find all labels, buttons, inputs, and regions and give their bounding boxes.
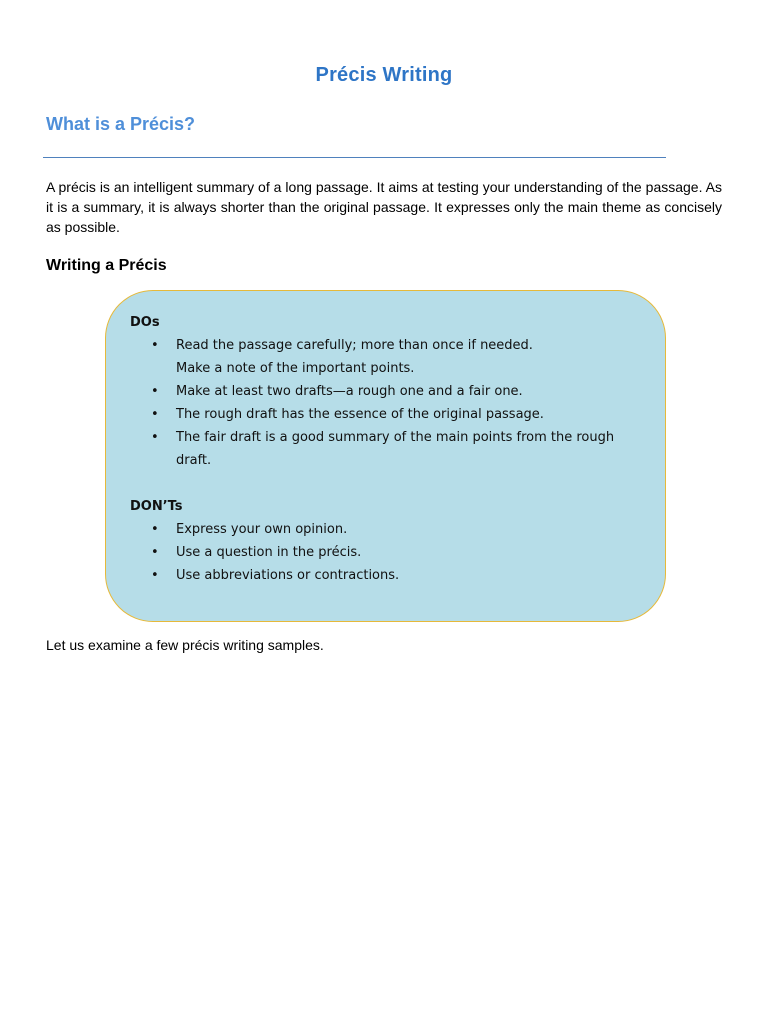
tips-content <box>130 311 641 587</box>
list-item <box>130 541 641 564</box>
list-item-text: Use a question in the précis. <box>176 545 362 560</box>
list-item-text: Express your own opinion. <box>176 522 348 537</box>
bullet-icon: • <box>151 545 159 560</box>
bullet-icon: • <box>151 568 159 583</box>
list-item <box>130 403 641 426</box>
list-item <box>130 564 641 587</box>
list-item-text: Make a note of the important points. <box>176 361 415 376</box>
list-item <box>130 518 641 541</box>
dos-heading: DOs <box>130 315 160 330</box>
dos-list <box>130 334 641 472</box>
list-item-text: draft. <box>176 453 212 468</box>
list-item-text: The rough draft has the essence of the original passage. <box>176 407 544 422</box>
intro-paragraph: A précis is an intelligent summary of a long passage. It aims at testing your understanding of the passage. As it is a summary, it is always shorter than the original passage. It expresses only the main theme as concisely as possible. <box>46 179 722 235</box>
page-title: Précis Writing <box>315 64 453 86</box>
bullet-icon: • <box>151 338 159 353</box>
list-item-text: The fair draft is a good summary of the main points from the rough <box>176 430 615 445</box>
spacer <box>130 472 641 495</box>
section-heading-what-is-precis: What is a Précis? <box>46 114 196 134</box>
tips-box <box>105 290 666 622</box>
donts-list <box>130 518 641 587</box>
bullet-icon: • <box>151 384 159 399</box>
list-item <box>130 380 641 403</box>
closing-line: Let us examine a few précis writing samples. <box>46 637 324 653</box>
bullet-icon: • <box>151 407 159 422</box>
section-divider <box>43 157 666 158</box>
list-item-text: Read the passage carefully; more than once if needed. <box>176 338 533 353</box>
list-item <box>130 334 641 380</box>
sub-heading-writing-precis: Writing a Précis <box>46 257 167 274</box>
bullet-icon: • <box>151 522 159 537</box>
list-item-text: Use abbreviations or contractions. <box>176 568 400 583</box>
donts-heading: DON’Ts <box>130 499 183 514</box>
list-item <box>130 426 641 472</box>
list-item-text: Make at least two drafts—a rough one and a fair one. <box>176 384 523 399</box>
bullet-icon: • <box>151 430 159 445</box>
